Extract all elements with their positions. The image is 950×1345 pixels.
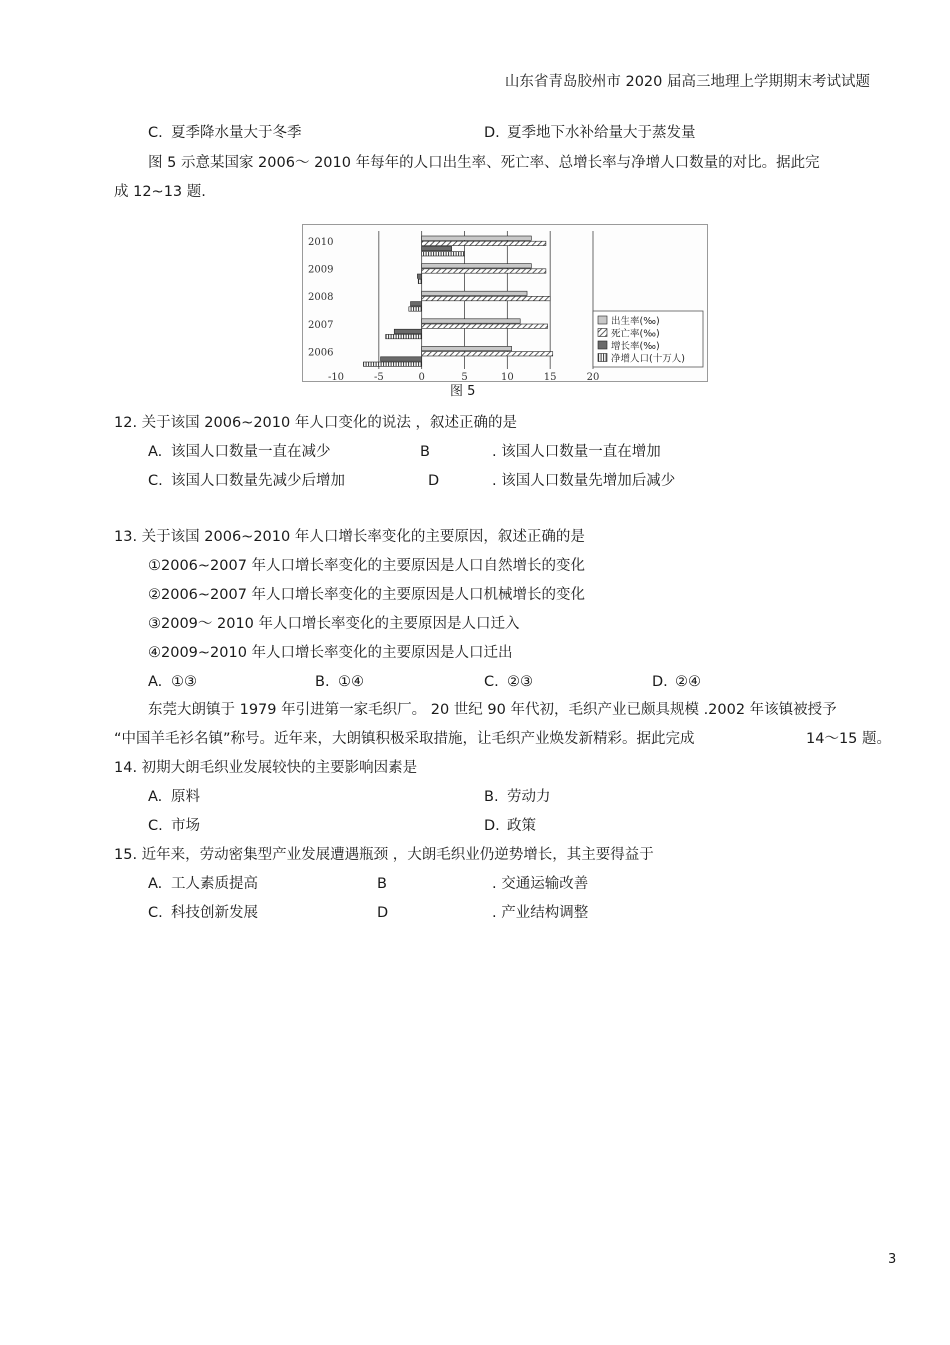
y-category-label: 2010: [308, 237, 334, 248]
y-category-label: 2006: [308, 347, 334, 359]
q13-statement-3: ③2009～ 2010 年人口增长率变化的主要原因是人口迁入: [148, 616, 520, 632]
q15-option-c-letter: C.: [148, 905, 163, 921]
option-d-letter: D.: [484, 125, 500, 141]
q15-stem: 15. 近年来，劳动密集型产业发展遭遇瓶颈 ，大朗毛织业仍逆势增长，其主要得益于: [114, 847, 654, 863]
y-category-label: 2008: [308, 292, 334, 304]
q13-option-d-letter: D.: [652, 674, 668, 690]
q13-option-c-text: ②③: [507, 674, 533, 690]
bar-2009-series-2: [417, 274, 421, 278]
x-tick-label: 20: [586, 372, 600, 381]
passage-line-1: 东莞大朗镇于 1979 年引进第一家毛织厂。 20 世纪 90 年代初，毛织产业已颇具规模 .2002 年该镇被授予: [148, 702, 837, 718]
q15-option-a-letter: A.: [148, 876, 163, 892]
bar-2010-series-0: [422, 236, 532, 240]
legend-swatch: [598, 341, 607, 349]
q14-option-d-text: 政策: [507, 818, 536, 834]
q13-option-b-letter: B.: [315, 674, 330, 690]
bar-2008-series-3: [409, 307, 422, 311]
passage-line-2-end: 14～15 题。: [806, 731, 892, 747]
y-category-label: 2007: [308, 319, 334, 331]
q15-option-d-letter: D: [377, 905, 389, 921]
bar-2006-series-3: [363, 362, 421, 366]
q15-option-a-text: 工人素质提高: [171, 876, 258, 892]
q14-option-c-text: 市场: [171, 818, 200, 834]
x-tick-label: -10: [327, 372, 345, 381]
q14-option-d-letter: D.: [484, 818, 500, 834]
legend-label: 增长率(‰): [611, 341, 660, 352]
bar-2010-series-1: [422, 241, 546, 245]
q13-option-c-letter: C.: [484, 674, 499, 690]
bar-2006-series-2: [381, 357, 422, 361]
q12-option-a-letter: A.: [148, 444, 163, 460]
legend-label: 出生率(‰): [611, 316, 660, 327]
legend-swatch: [598, 354, 607, 362]
q14-option-b-text: 劳动力: [507, 789, 551, 805]
intro-line-1: 图 5 示意某国家 2006～ 2010 年每年的人口出生率、死亡率、总增长率与净增人口数量的对比。据此完: [148, 155, 820, 171]
passage-line-2: “中国羊毛衫名镇”称号。近年来，大朗镇积极采取措施，让毛织产业焕发新精彩。据此完成: [114, 731, 695, 747]
q14-option-a-letter: A.: [148, 789, 163, 805]
bar-2007-series-2: [394, 329, 421, 333]
legend-label: 死亡率(‰): [611, 328, 660, 340]
bar-2007-series-1: [422, 324, 548, 328]
bar-2007-series-0: [422, 319, 521, 323]
q13-statement-2: ②2006~2007 年人口增长率变化的主要原因是人口机械增长的变化: [148, 587, 586, 603]
chart-svg: [303, 225, 707, 381]
bar-2008-series-0: [422, 291, 527, 295]
q12-option-b-text: . 该国人口数量一直在增加: [492, 444, 661, 460]
q15-option-d-text: . 产业结构调整: [492, 905, 589, 921]
option-d-text: 夏季地下水补给量大于蒸发量: [507, 125, 696, 141]
q13-stem: 13. 关于该国 2006~2010 年人口增长率变化的主要原因，叙述正确的是: [114, 529, 585, 545]
y-category-label: 2009: [308, 264, 334, 276]
q14-option-b-letter: B.: [484, 789, 499, 805]
q12-option-d-letter: D: [428, 473, 440, 489]
figure-caption: 图 5: [450, 384, 476, 399]
bar-2009-series-3: [418, 279, 421, 283]
bar-2007-series-3: [386, 334, 422, 338]
option-c-text: 夏季降水量大于冬季: [171, 125, 302, 141]
page-header: 山东省青岛胶州市 2020 届高三地理上学期期末考试试题: [504, 74, 870, 90]
q12-stem: 12. 关于该国 2006~2010 年人口变化的说法 ，叙述正确的是: [114, 415, 517, 431]
q12-option-c-text: 该国人口数量先减少后增加: [171, 473, 345, 489]
x-tick-label: 0: [418, 372, 425, 381]
bar-2006-series-1: [422, 352, 553, 356]
q15-option-b-letter: B: [377, 876, 387, 892]
option-c-letter: C.: [148, 125, 163, 141]
q14-option-c-letter: C.: [148, 818, 163, 834]
q14-option-a-text: 原料: [171, 789, 200, 805]
bar-2008-series-2: [411, 302, 422, 306]
intro-line-2: 成 12~13 题.: [114, 184, 206, 200]
legend-label: 净增人口(十万人): [611, 353, 685, 365]
q13-option-a-letter: A.: [148, 674, 163, 690]
bar-2009-series-0: [422, 264, 532, 268]
q12-option-a-text: 该国人口数量一直在减少: [171, 444, 331, 460]
q13-statement-1: ①2006~2007 年人口增长率变化的主要原因是人口自然增长的变化: [148, 558, 586, 574]
bar-2008-series-1: [422, 296, 550, 300]
figure-5-chart: [302, 224, 708, 382]
x-tick-label: -5: [373, 372, 384, 381]
q14-stem: 14. 初期大朗毛织业发展较快的主要影响因素是: [114, 760, 418, 776]
legend-swatch: [598, 329, 607, 337]
q15-option-b-text: . 交通运输改善: [492, 876, 589, 892]
q12-option-d-text: . 该国人口数量先增加后减少: [492, 473, 676, 489]
bar-2009-series-1: [422, 269, 546, 273]
legend-swatch: [598, 316, 607, 324]
x-tick-label: 5: [461, 372, 468, 381]
q15-option-c-text: 科技创新发展: [171, 905, 258, 921]
q12-option-b-letter: B: [420, 444, 430, 460]
x-tick-label: 10: [500, 372, 514, 381]
q12-option-c-letter: C.: [148, 473, 163, 489]
x-tick-label: 15: [543, 372, 557, 381]
q13-statement-4: ④2009~2010 年人口增长率变化的主要原因是人口迁出: [148, 645, 513, 661]
page-number: 3: [888, 1252, 897, 1267]
bar-2010-series-2: [422, 246, 452, 250]
q13-option-a-text: ①③: [171, 674, 197, 690]
bar-2006-series-0: [422, 346, 512, 350]
bar-2010-series-3: [422, 252, 465, 256]
q13-option-b-text: ①④: [338, 674, 364, 690]
q13-option-d-text: ②④: [675, 674, 701, 690]
